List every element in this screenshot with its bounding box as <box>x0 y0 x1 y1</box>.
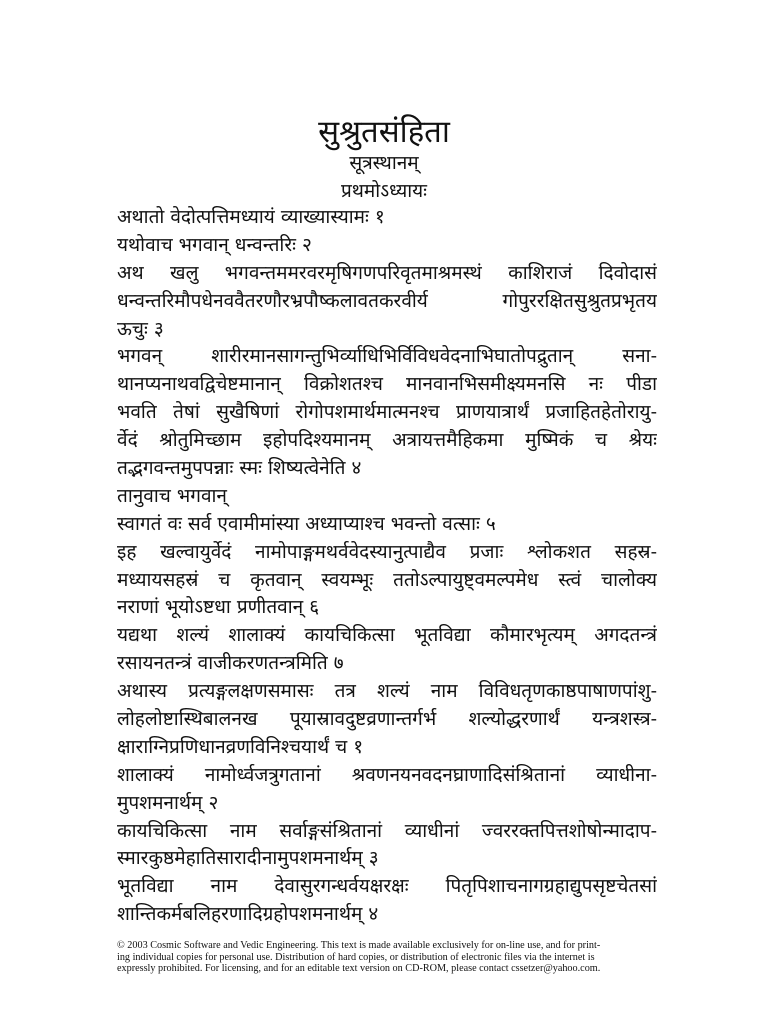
text-line: अथ खलु भगवन्तममरवरमृषिगणपरिवृतमाश्रमस्थं काशिराजं दिवोदासं <box>117 261 657 284</box>
text-line: शालाक्यं नामोर्ध्वजत्रुगतानां श्रवणनयनवदनघ्राणादिसंश्रितानां व्याधीना- <box>117 763 657 786</box>
text-line: भगवन् शारीरमानसागन्तुभिर्व्याधिभिर्विविधवेदनाभिघातोपद्रुतान् सना- <box>117 345 657 368</box>
text-line: अथास्य प्रत्यङ्गलक्षणसमासः तत्र शल्यं नाम विविधतृणकाष्ठपाषाणपांशु- <box>117 680 657 703</box>
text-line: भूतविद्या नाम देवासुरगन्धर्वयक्षरक्षः पितृपिशाचनागग्रहाद्युपसृष्टचेतसां <box>117 875 657 898</box>
text-line: लोहलोष्टास्थिबालनख पूयास्रावदुष्टव्रणान्तर्गर्भ शल्योद्धरणार्थं यन्त्रशस्त्र- <box>117 708 657 731</box>
footer-line: © 2003 Cosmic Software and Vedic Engineering. This text is made available exclusively for on-line use, and for print- <box>117 940 601 951</box>
text-line: स्मारकुष्ठमेहातिसारादीनामुपशमनार्थम् ३ <box>117 847 379 870</box>
text-line: तद्भगवन्तमुपपन्नाः स्मः शिष्यत्वेनेति ४ <box>117 457 362 480</box>
footer-line: expressly prohibited. For licensing, and for an editable text version on CD-ROM, please contact cssetzer@yahoo.com. <box>117 963 601 974</box>
text-line: क्षाराग्निप्रणिधानव्रणविनिश्चयार्थं च १ <box>117 735 364 758</box>
text-line: थानप्यनाथवद्विचेष्टमानान् विक्रोशतश्च मानवानभिसमीक्ष्यमनसि नः पीडा <box>117 373 657 396</box>
footer-line: ing individual copies for personal use. Distribution of hard copies, or distribution of electronic files via the internet is <box>117 951 595 963</box>
text-line: इह खल्वायुर्वेदं नामोपाङ्गमथर्ववेदस्यानुत्पाद्यैव प्रजाः श्लोकशत सहस्र- <box>117 540 657 563</box>
text-line: कायचिकित्सा नाम सर्वाङ्गसंश्रितानां व्याधीनां ज्वररक्तपित्तशोषोन्मादाप- <box>117 819 657 842</box>
text-line: ऊचुः ३ <box>117 317 164 340</box>
section-subtitle: सूत्रस्थानम् <box>349 152 419 174</box>
text-line: नराणां भूयोऽष्टधा प्रणीतवान् ६ <box>117 596 320 619</box>
text-line: र्वेदं श्रोतुमिच्छाम इहोपदिश्यमानम् अत्रायत्तमैहिकमा मुष्मिकं च श्रेयः <box>117 429 657 452</box>
page-title: सुश्रुतसंहिता <box>318 114 450 150</box>
text-line: यथोवाच भगवान् धन्वन्तरिः २ <box>117 233 312 256</box>
chapter-heading: प्रथमोऽध्यायः <box>340 180 428 202</box>
text-line: शान्तिकर्मबलिहरणादिग्रहोपशमनार्थम् ४ <box>117 903 379 926</box>
text-line: मुपशमनार्थम् २ <box>117 791 219 814</box>
text-line: मध्यायसहस्रं च कृतवान् स्वयम्भूः ततोऽल्पायुष्ट्वमल्पमेध स्त्वं चालोक्य <box>117 568 657 591</box>
text-line: भवति तेषां सुखैषिणां रोगोपशमार्थमात्मनश्च प्राणयात्रार्थं प्रजाहितहेतोरायु- <box>117 401 657 424</box>
text-line: धन्वन्तरिमौपधेनववैतरणौरभ्रपौष्कलावतकरवीर्य गोपुररक्षितसुश्रुतप्रभृतय <box>117 289 657 312</box>
text-line: यद्यथा शल्यं शालाक्यं कायचिकित्सा भूतविद्या कौमारभृत्यम् अगदतन्त्रं <box>117 624 657 647</box>
text-body <box>117 204 657 929</box>
text-line: रसायनतन्त्रं वाजीकरणतन्त्रमिति ७ <box>117 652 344 675</box>
text-line: अथातो वेदोत्पत्तिमध्यायं व्याख्यास्यामः १ <box>117 206 385 228</box>
text-line: स्वागतं वः सर्व एवामीमांस्या अध्याप्याश्च भवन्तो वत्साः ५ <box>117 512 496 535</box>
text-line: तानुवाच भगवान् <box>117 484 227 507</box>
copyright-footer <box>117 940 657 975</box>
